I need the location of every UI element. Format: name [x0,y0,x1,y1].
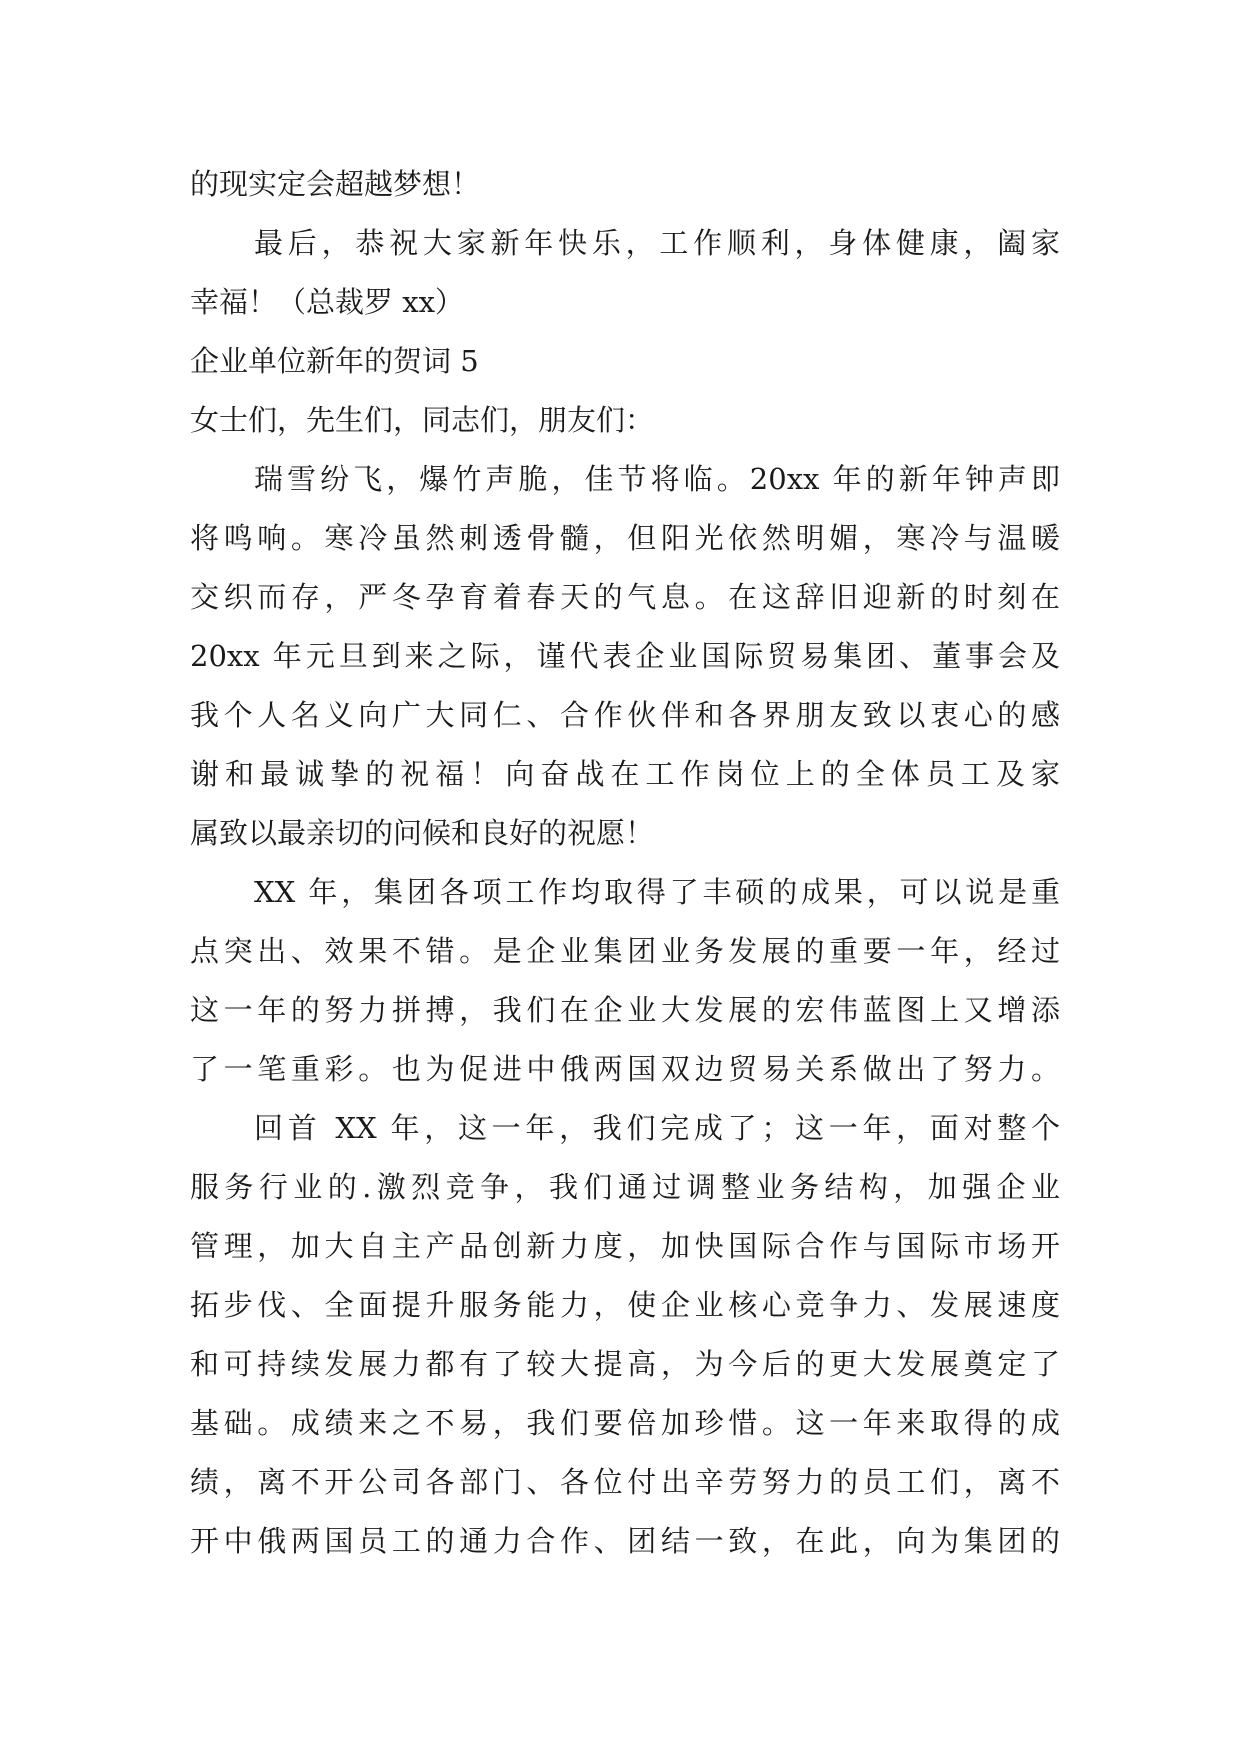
document-body [190,155,1060,1571]
text-line: 最后，恭祝大家新年快乐，工作顺利，身体健康，阖家 [254,226,1060,260]
text-line: 点突出、效果不错。是企业集团业务发展的重要一年，经过 [190,934,1060,968]
text-line: 的现实定会超越梦想！ [190,167,481,201]
salutation: 女士们，先生们，同志们，朋友们： [190,403,655,437]
text-line: 交织而存，严冬孕育着春天的气息。在这辞旧迎新的时刻在 [190,580,1060,614]
text-line: 管理，加大自主产品创新力度，加快国际合作与国际市场开 [190,1229,1060,1263]
text-line: 了一笔重彩。也为促进中俄两国双边贸易关系做出了努力。 [190,1052,1060,1086]
text-line: 开中俄两国员工的通力合作、团结一致，在此，向为集团的 [190,1524,1060,1558]
text-line: XX 年，集团各项工作均取得了丰硕的成果，可以说是重 [254,875,1060,909]
text-line: 瑞雪纷飞，爆竹声脆，佳节将临。20xx 年的新年钟声即 [254,462,1060,496]
text-line: 将鸣响。寒冷虽然刺透骨髓，但阳光依然明媚，寒冷与温暖 [190,521,1060,555]
text-line: 和可持续发展力都有了较大提高，为今后的更大发展奠定了 [190,1347,1060,1381]
text-line: 这一年的努力拼搏，我们在企业大发展的宏伟蓝图上又增添 [190,993,1060,1027]
text-line: 我个人名义向广大同仁、合作伙伴和各界朋友致以衷心的感 [190,698,1060,732]
text-line: 基础。成绩来之不易，我们要倍加珍惜。这一年来取得的成 [190,1406,1060,1440]
text-line: 回首 XX 年，这一年，我们完成了；这一年，面对整个 [254,1111,1060,1145]
text-line: 谢和最诚挚的祝福！向奋战在工作岗位上的全体员工及家 [190,757,1060,791]
text-line: 拓步伐、全面提升服务能力，使企业核心竞争力、发展速度 [190,1288,1060,1322]
text-line: 服务行业的.激烈竞争，我们通过调整业务结构，加强企业 [190,1170,1060,1204]
text-line: 20xx 年元旦到来之际，谨代表企业国际贸易集团、董事会及 [190,639,1060,673]
text-line: 属致以最亲切的问候和良好的祝愿！ [190,816,655,850]
text-line: 绩，离不开公司各部门、各位付出辛劳努力的员工们，离不 [190,1465,1060,1499]
text-line: 幸福！（总裁罗 xx） [190,285,464,319]
section-heading: 企业单位新年的贺词 5 [190,344,479,378]
